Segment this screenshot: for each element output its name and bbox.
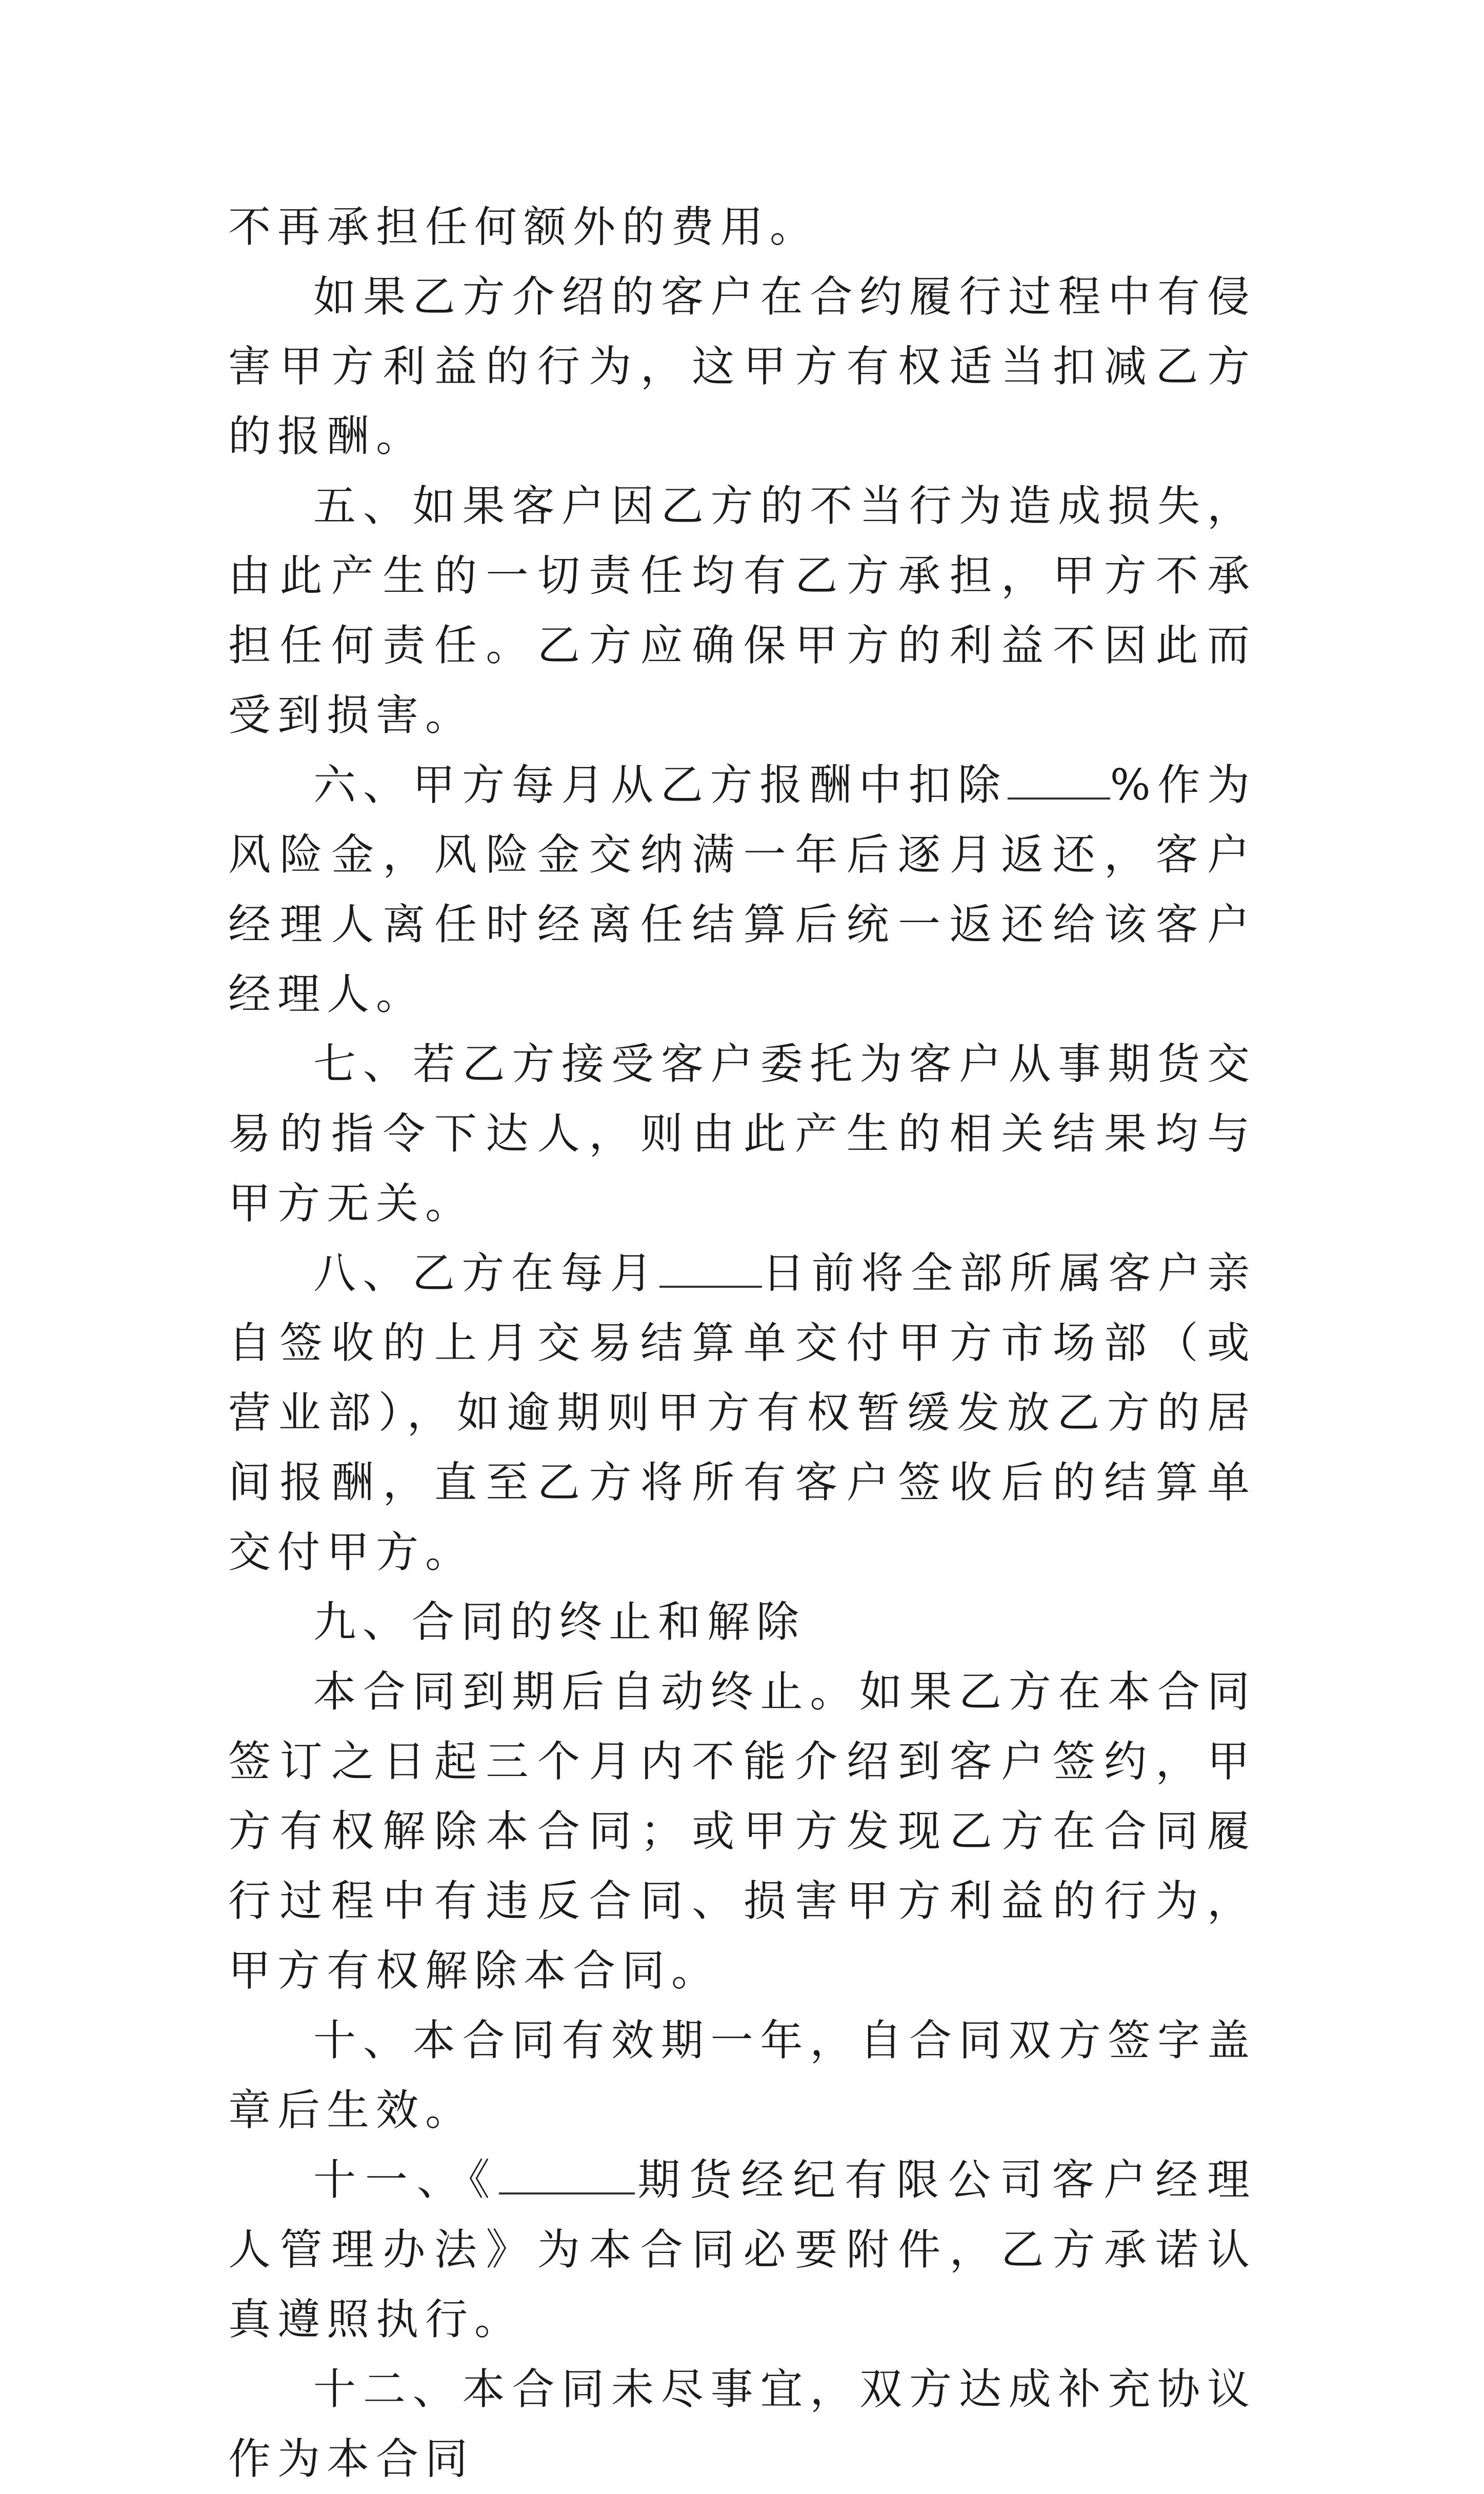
paragraph-text: 十、本合同有效期一年，自合同双方签字盖章后生效。 bbox=[228, 2016, 1256, 2135]
paragraph-text: 不再承担任何额外的费用。 bbox=[228, 202, 819, 252]
paragraph-text: %作为风险金，风险金交纳满一年后逐月返还，客户经理人离任时经离任结算后统一返还给该客户经理人。 bbox=[228, 760, 1256, 1019]
clause-10 bbox=[228, 2006, 1256, 2145]
paragraph-text: 日前将全部所属客户亲自签收的上月交易结算单交付甲方市场部（或营业部），如逾期则甲方有权暂缓发放乙方的居间报酬，直至乙方将所有客户签收后的结算单交付甲方。 bbox=[228, 1248, 1257, 1577]
clause-9-body bbox=[228, 1657, 1256, 2006]
contract-text bbox=[228, 192, 1256, 2494]
clause-8 bbox=[228, 1239, 1256, 1587]
paragraph-text: 十二、本合同未尽事宜，双方达成补充协议作为本合同 bbox=[228, 2364, 1256, 2484]
clause-5 bbox=[228, 471, 1256, 750]
paragraph-text: 本合同到期后自动终止。如果乙方在本合同签订之日起三个月内不能介绍到客户签约，甲方有权解除本合同；或甲方发现乙方在合同履行过程中有违反合同、损害甲方利益的行为，甲方有权解除本合同。 bbox=[228, 1667, 1256, 1996]
paragraph-text: 六、甲方每月从乙方报酬中扣除 bbox=[313, 760, 1008, 810]
paragraph-continuation bbox=[228, 192, 1256, 262]
clause-12 bbox=[228, 2355, 1256, 2494]
clause-6 bbox=[228, 750, 1256, 1029]
clause-7 bbox=[228, 1029, 1256, 1239]
paragraph-text: 十一、《 bbox=[313, 2155, 499, 2205]
paragraph-text: 期货经纪有限公司客户经理人管理办法》为本合同必要附件，乙方承诺认真遵照执行。 bbox=[228, 2155, 1256, 2344]
paragraph-client-infringement bbox=[228, 262, 1256, 471]
clause-9-heading bbox=[228, 1587, 1256, 1657]
blank-percentage-field bbox=[1008, 762, 1110, 800]
clause-11 bbox=[228, 2145, 1256, 2355]
paragraph-text: 八、乙方在每月 bbox=[313, 1248, 659, 1298]
blank-company-name-field bbox=[499, 2157, 635, 2194]
paragraph-text: 五、如果客户因乙方的不当行为造成损失，由此产生的一切责任均有乙方承担，甲方不承担任何责任。乙方应确保甲方的利益不因此而受到损害。 bbox=[228, 481, 1256, 740]
paragraph-text: 如果乙方介绍的客户在合约履行过程中有侵害甲方利益的行为，这甲方有权适当扣减乙方的报酬。 bbox=[228, 272, 1256, 461]
blank-day-field bbox=[659, 1250, 762, 1288]
paragraph-text: 七、若乙方接受客户委托为客户从事期货交易的指令下达人，则由此产生的相关结果均与甲方无关。 bbox=[228, 1039, 1256, 1228]
paragraph-text: 九、合同的终止和解除 bbox=[313, 1597, 806, 1647]
